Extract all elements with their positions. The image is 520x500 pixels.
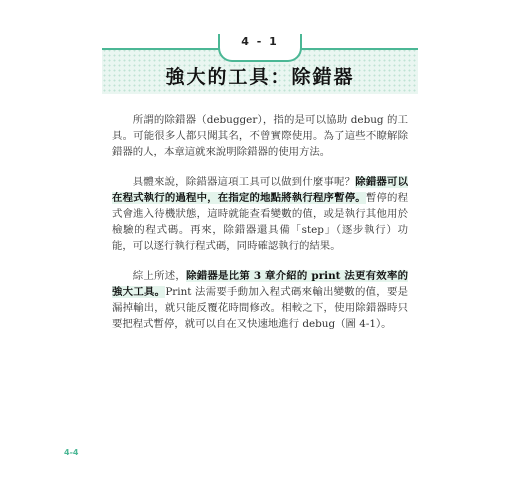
chapter-title: 強大的工具：除錯器 xyxy=(165,66,355,88)
chapter-header xyxy=(102,34,418,96)
paragraph-2-emphasis: 除錯器可以在程式執行的過程中，在指定的地點將執行程序暫停。 xyxy=(112,176,409,204)
paragraph-2 xyxy=(112,174,408,254)
paragraph-3 xyxy=(112,268,408,332)
paragraph-2-rest: 暫停的程式會進入待機狀態，這時就能查看變數的值，或是執行其他用於檢驗的程式碼。再來，除錯器還具備「step」（逐步執行）功能，可以逐行執行程式碼，同時確認執行的結果。 xyxy=(112,192,408,252)
paragraph-3-intro: 綜上所述， xyxy=(132,270,187,282)
chapter-number: 4 - 1 xyxy=(241,35,279,48)
chapter-number-tab xyxy=(218,34,302,62)
paragraph-3-emphasis: 除錯器是比第 3 章介紹的 print 法更有效率的強大工具。 xyxy=(112,270,408,298)
paragraph-3-rest: Print 法需要手動加入程式碼來輸出變數的值，要是漏掉輸出，就只能反覆花時間修改。相較之下，使用除錯器時只要把程式暫停，就可以自在又快速地進行 debug（圖 4-1）。 xyxy=(112,286,408,330)
paragraph-1: 所謂的除錯器（debugger），指的是可以協助 debug 的工具。可能很多人都只聞其名，不曾實際使用。為了這些不瞭解除錯器的人，本章這就來說明除錯器的使用方法。 xyxy=(112,114,408,158)
body-text xyxy=(112,112,408,346)
page-number: 4-4 xyxy=(64,448,79,457)
paragraph-2-intro: 具體來說，除錯器這項工具可以做到什麼事呢？ xyxy=(132,176,356,188)
